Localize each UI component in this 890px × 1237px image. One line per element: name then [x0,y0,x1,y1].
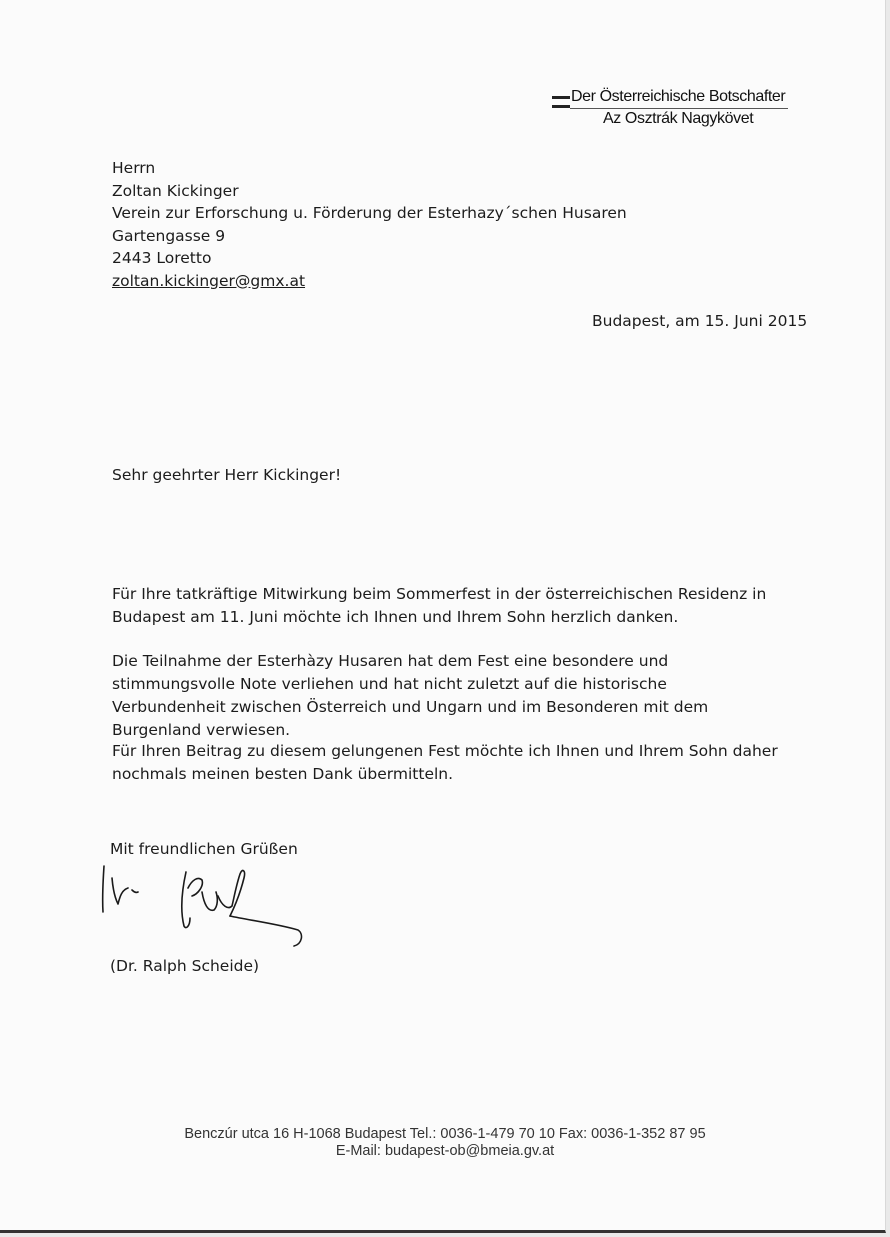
letter-closing: Mit freundlichen Grüßen [110,840,298,858]
recipient-street: Gartengasse 9 [112,226,226,245]
recipient-salutation: Herrn [112,159,156,177]
recipient-city: 2443 Loretto [112,249,212,267]
letter-salutation: Sehr geehrter Herr Kickinger! [112,466,342,484]
recipient-email-link[interactable]: zoltan.kickinger@gmx.at [112,271,306,290]
letter-date: Budapest, am 15. Juni 2015 [592,312,808,330]
letter-footer [0,1126,890,1160]
embassy-emblem-icon [552,96,570,116]
body-paragraph: Für Ihren Beitrag zu diesem gelungenen Fest möchte ich Ihnen und Ihrem Sohn daher nochmals meinen besten Dank übermitteln. [112,742,778,783]
body-paragraph: Für Ihre tatkräftige Mitwirkung beim Sommerfest in der österreichischen Residenz in Budapest am 11. Juni möchte ich Ihnen und Ihrem Sohn herzlich danken. [112,585,767,626]
body-paragraph: Die Teilnahme der Esterhàzy Husaren hat dem Fest eine besondere und stimmungsvolle Note verliehen und hat nicht zuletzt auf die historische Verbundenheit zwischen Österreich und Ungarn und im Besonderen mit dem Burgenland verwiesen. [112,652,709,739]
footer-contact-line: Benczúr utca 16 H-1068 Budapest Tel.: 0036-1-479 70 10 Fax: 0036-1-352 87 95 [184,1126,706,1142]
handwritten-signature [98,860,310,955]
letterhead-title-hu: Az Osztrák Nagykövet [603,110,754,127]
recipient-address [112,157,627,292]
footer-email-line: E-Mail: budapest-ob@bmeia.gv.at [335,1143,555,1159]
signer-name: (Dr. Ralph Scheide) [110,957,260,975]
letterhead-title-de: Der Österreichische Botschafter [571,88,786,105]
recipient-name: Zoltan Kickinger [112,181,239,200]
letterhead-rule [570,108,788,109]
recipient-organization: Verein zur Erforschung u. Förderung der Esterhazy´schen Husaren [112,204,627,222]
